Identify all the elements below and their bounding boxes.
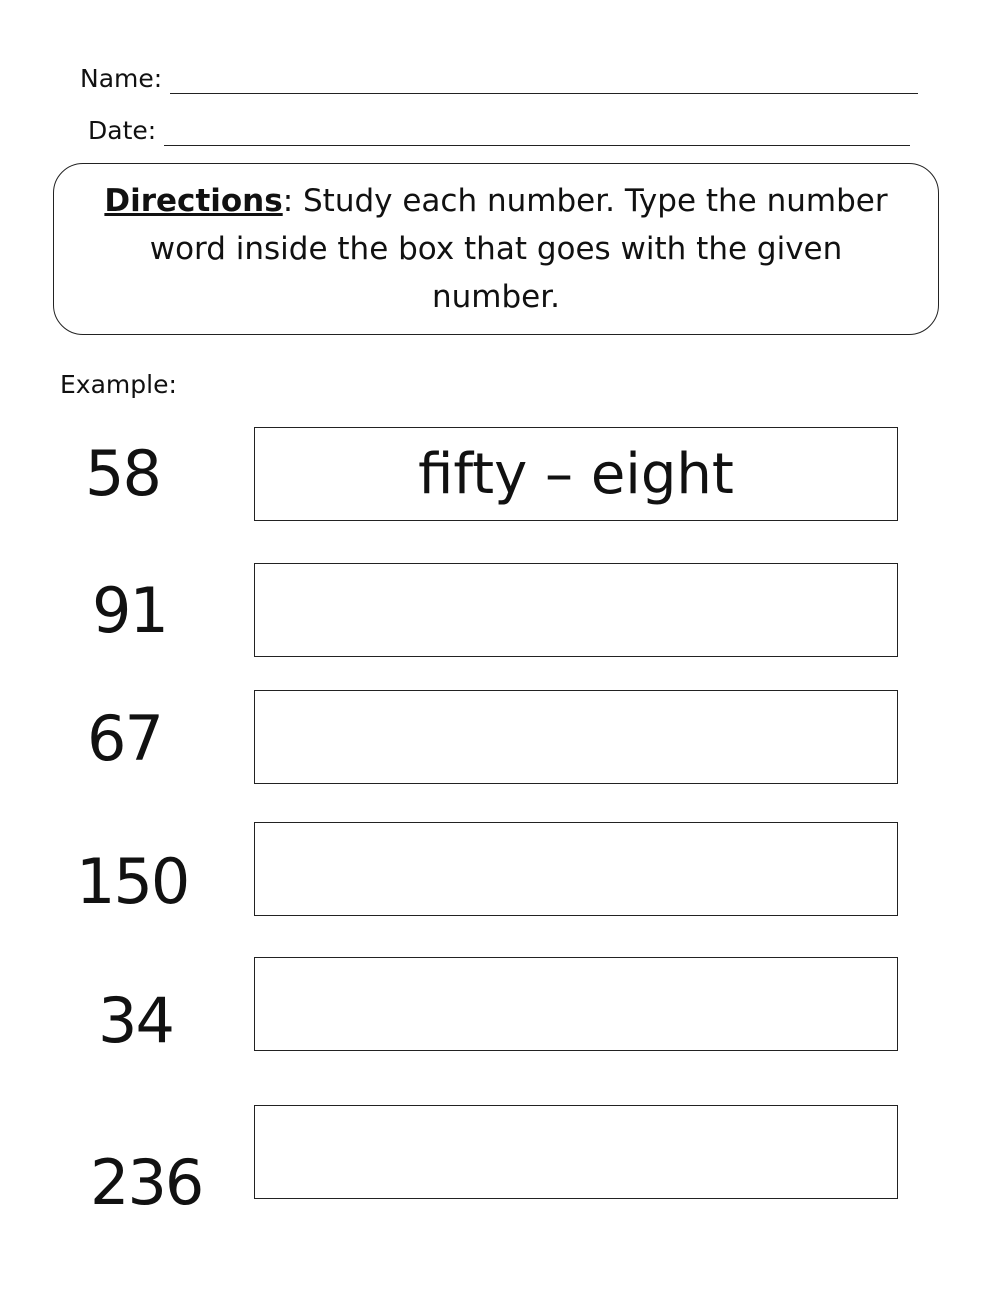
row-number: 58 bbox=[85, 437, 160, 510]
name-blank-line[interactable] bbox=[170, 69, 918, 94]
name-field-row bbox=[80, 60, 918, 94]
answer-box[interactable] bbox=[254, 690, 898, 784]
date-label: Date: bbox=[88, 116, 157, 145]
directions-title: Directions bbox=[104, 183, 283, 219]
answer-box-example: fifty – eight bbox=[254, 427, 898, 521]
example-label: Example: bbox=[60, 370, 177, 399]
answer-box[interactable] bbox=[254, 1105, 898, 1199]
answer-box[interactable] bbox=[254, 822, 898, 916]
row-number: 67 bbox=[87, 702, 162, 775]
row-number: 150 bbox=[76, 845, 189, 918]
directions-paragraph bbox=[88, 177, 904, 321]
name-label: Name: bbox=[80, 64, 163, 93]
directions-text: : Study each number. Type the number word inside the box that goes with the given number. bbox=[149, 183, 888, 315]
row-number: 91 bbox=[92, 574, 167, 647]
answer-box[interactable] bbox=[254, 563, 898, 657]
directions-box bbox=[53, 163, 939, 335]
answer-box[interactable] bbox=[254, 957, 898, 1051]
row-number: 34 bbox=[98, 984, 173, 1057]
date-blank-line[interactable] bbox=[164, 121, 910, 146]
date-field-row bbox=[88, 112, 910, 146]
row-number: 236 bbox=[90, 1146, 203, 1219]
